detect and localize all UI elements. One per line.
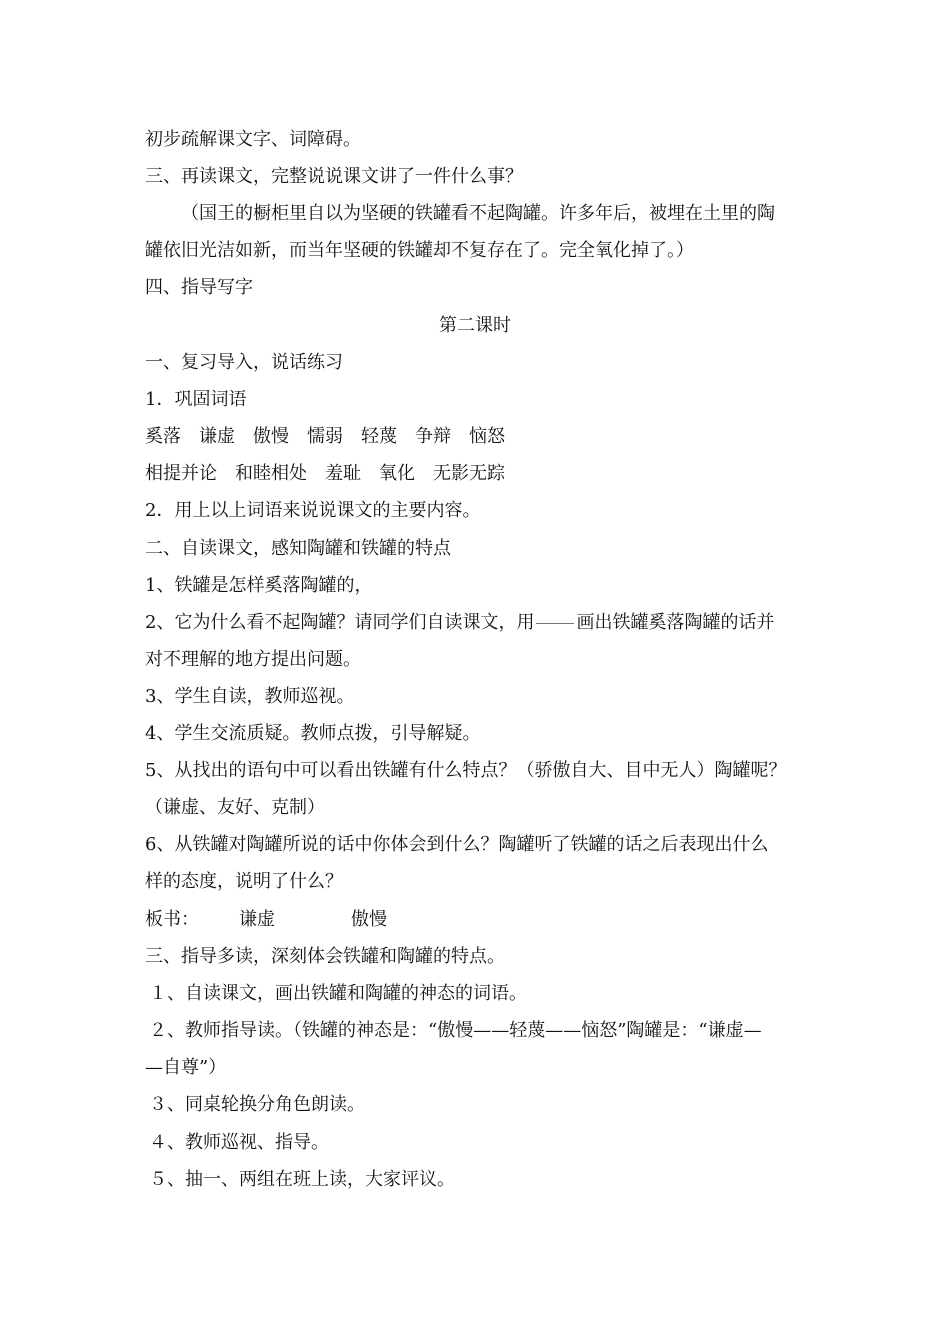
vocab-word: 恼怒 (469, 426, 505, 447)
text-line: ３、同桌轮换分角色朗读。 (149, 1094, 365, 1115)
text-line: 初步疏解课文字、词障碍。 (145, 129, 361, 150)
text-line: 4、学生交流质疑。教师点拨，引导解疑。 (145, 723, 481, 744)
blackboard-notes (145, 908, 825, 932)
vocab-word: 氧化 (379, 463, 415, 484)
text-segment: 2、它为什么看不起陶罐？请同学们自读课文，用 (145, 612, 535, 633)
text-line: 对不理解的地方提出问题。 (145, 649, 361, 670)
underline-mark (536, 623, 574, 624)
vocabulary-row (145, 425, 825, 449)
section-heading: 一、复习导入，说话练习 (145, 352, 343, 373)
blackboard-label: 板书： (145, 909, 199, 930)
blackboard-word: 傲慢 (351, 909, 387, 930)
section-heading: 二、自读课文，感知陶罐和铁罐的特点 (145, 538, 451, 559)
vocab-word: 和睦相处 (235, 463, 307, 484)
vocab-word: 相提并论 (145, 463, 217, 484)
vocab-word: 奚落 (145, 426, 181, 447)
text-line: ４、教师巡视、指导。 (149, 1132, 329, 1153)
vocabulary-row (145, 462, 825, 486)
text-segment: 画出铁罐奚落陶罐的话并 (576, 612, 775, 633)
section-heading: 三、指导多读，深刻体会铁罐和陶罐的特点。 (145, 946, 505, 967)
text-line: ２、教师指导读。（铁罐的神态是：“傲慢——轻蔑——恼怒”陶罐是：“谦虚— (149, 1020, 762, 1041)
text-line: 5、从找出的语句中可以看出铁罐有什么特点？（骄傲自大、目中无人）陶罐呢？ (145, 760, 787, 781)
section-heading: 三、再读课文，完整说说课文讲了一件什么事？ (145, 166, 523, 187)
text-line: 2．用上以上词语来说说课文的主要内容。 (145, 500, 481, 521)
section-heading: 四、指导写字 (145, 277, 253, 298)
vocab-word: 谦虚 (199, 426, 235, 447)
vocab-word: 争辩 (415, 426, 451, 447)
vocab-word: 无影无踪 (433, 463, 505, 484)
blackboard-word: 谦虚 (239, 909, 275, 930)
vocab-word: 轻蔑 (361, 426, 397, 447)
vocab-word: 羞耻 (325, 463, 361, 484)
vocab-word: 懦弱 (307, 426, 343, 447)
text-line: 1．巩固词语 (145, 389, 247, 410)
text-line: 3、学生自读，教师巡视。 (145, 686, 355, 707)
text-line: （国王的橱柜里自以为坚硬的铁罐看不起陶罐。许多年后，被埋在土里的陶 (181, 203, 775, 224)
text-line: 罐依旧光洁如新，而当年坚硬的铁罐却不复存在了。完全氧化掉了。） (145, 240, 694, 261)
text-line: 1、铁罐是怎样奚落陶罐的， (145, 575, 373, 596)
text-line: 样的态度，说明了什么？ (145, 871, 343, 892)
lesson-title: 第二课时 (439, 315, 511, 336)
text-line: —自尊”） (145, 1057, 227, 1078)
text-line (145, 611, 825, 635)
text-line: 6、从铁罐对陶罐所说的话中你体会到什么？陶罐听了铁罐的话之后表现出什么 (145, 834, 769, 855)
text-line: １、自读课文，画出铁罐和陶罐的神态的词语。 (149, 983, 527, 1004)
vocab-word: 傲慢 (253, 426, 289, 447)
text-line: ５、抽一、两组在班上读，大家评议。 (149, 1169, 455, 1190)
text-line: （谦虚、友好、克制） (145, 797, 325, 818)
